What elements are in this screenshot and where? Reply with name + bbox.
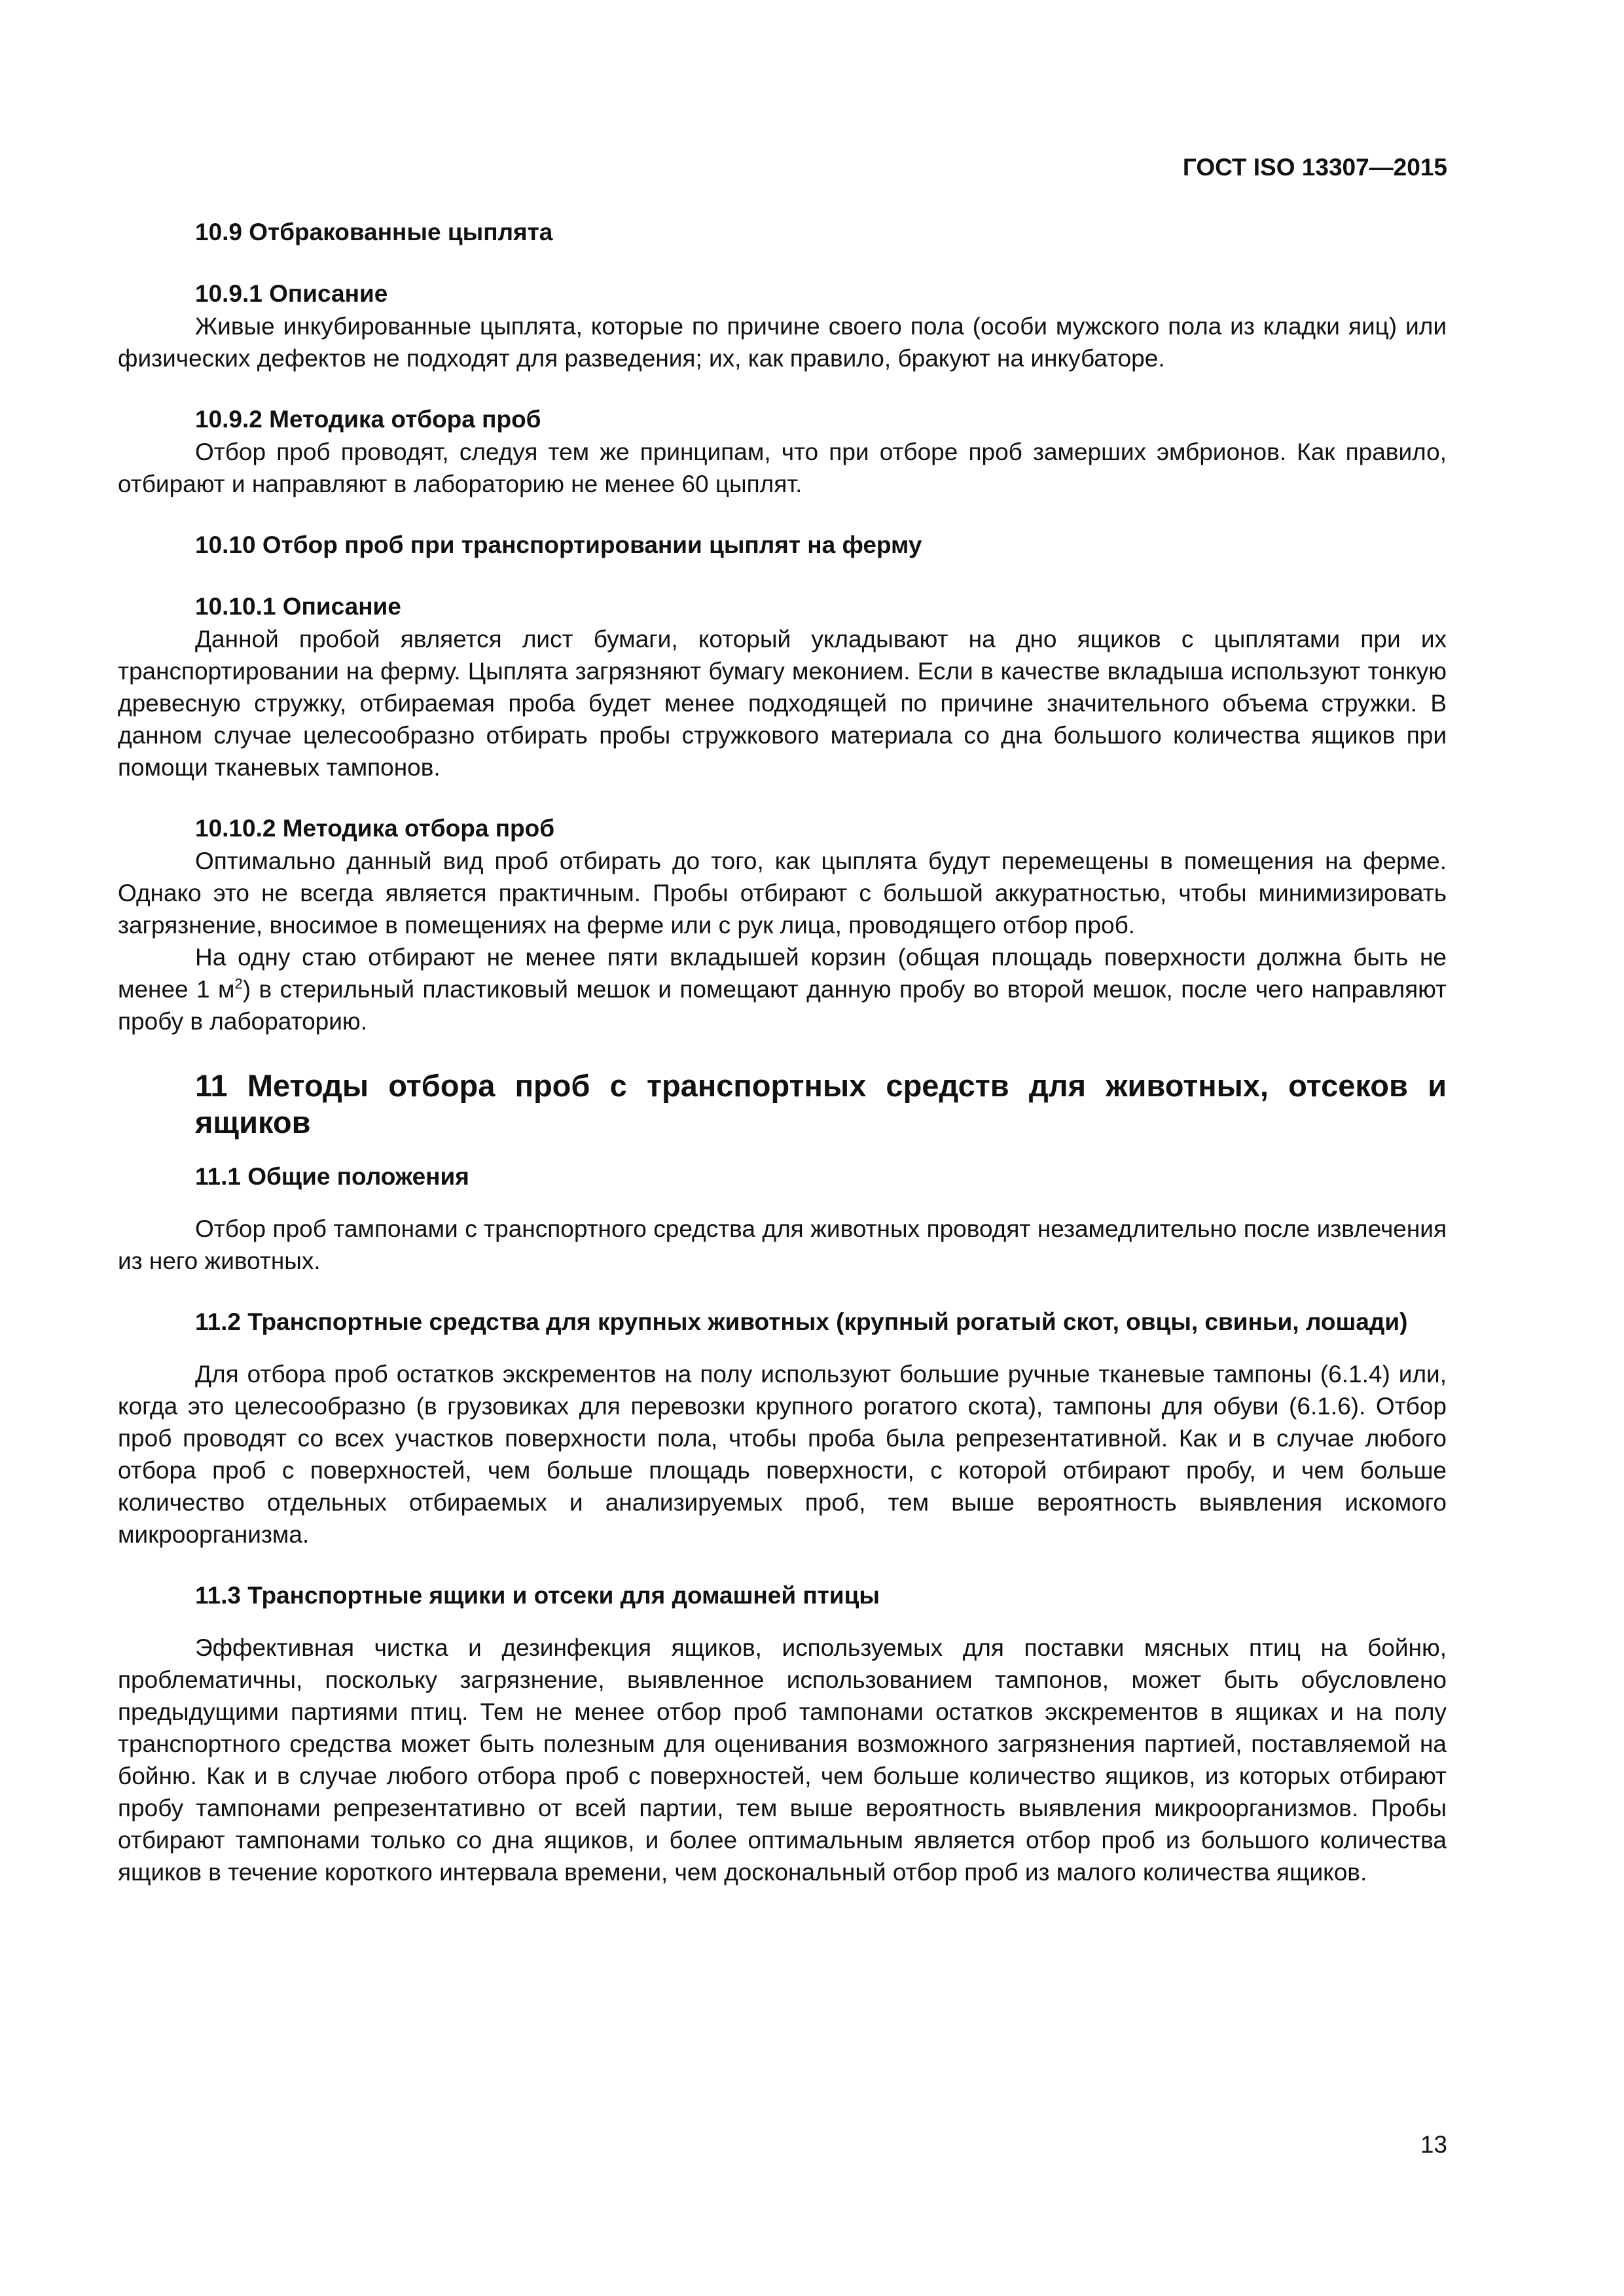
page-content — [118, 216, 1447, 1888]
heading-11: 11 Методы отбора проб с транспортных средств для животных, отсеков и ящиков — [195, 1068, 1447, 1139]
heading-11-3: 11.3 Транспортные ящики и отсеки для домашней птицы — [195, 1582, 880, 1609]
heading-10-10-2: 10.10.2 Методика отбора проб — [195, 815, 555, 842]
paragraph-11-2: Для отбора проб остатков экскрементов на полу используют большие ручные тканевые тампоны (6.1.4) или, когда это целесообразно (в грузовиках для перевозки крупного рогатого скота), тампоны для обуви (6.1.6). Отбор проб проводят со всех участков поверхности пола, чтобы проба была репрезентативной. Как и в случае любого отбора проб с поверхностей, чем больше площадь поверхности, с которой отбирают пробу, и чем больше количество отдельных отбираемых и анализируемых проб, тем выше вероятность выявления искомого микроорганизма. — [118, 1361, 1447, 1548]
paragraph-10-9-1: Живые инкубированные цыплята, которые по причине своего пола (особи мужского пола из кладки яиц) или физических дефектов не подходят для разведения; их, как правило, бракуют на инкубаторе. — [118, 313, 1447, 372]
document-id-header: ГОСТ ISO 13307—2015 — [1182, 154, 1447, 181]
paragraph-text: На одну стаю отбирают не менее пяти вкладышей корзин (общая площадь поверхности должна быть не менее 1 м — [118, 944, 1447, 1003]
paragraph-10-10-2-b — [118, 941, 1447, 1037]
heading-10-9-1: 10.9.1 Описание — [195, 280, 388, 307]
heading-10-9-2: 10.9.2 Методика отбора проб — [195, 406, 541, 433]
paragraph-11-1: Отбор проб тампонами с транспортного средства для животных проводят незамедлительно после извлечения из него животных. — [118, 1215, 1447, 1274]
heading-11-2: 11.2 Транспортные средства для крупных животных (крупный рогатый скот, овцы, свиньи, лошади) — [195, 1308, 1408, 1335]
heading-11-1: 11.1 Общие положения — [195, 1163, 469, 1190]
paragraph-text: ) в стерильный пластиковый мешок и помещают данную пробу во второй мешок, после чего направляют пробу в лабораторию. — [118, 976, 1447, 1035]
heading-10-10: 10.10 Отбор проб при транспортировании цыплят на ферму — [195, 531, 922, 558]
paragraph-10-10-2-a: Оптимально данный вид проб отбирать до того, как цыплята будут перемещены в помещения на ферме. Однако это не всегда является практичным. Пробы отбирают с большой аккуратностью, чтобы минимизировать загрязнение, вносимое в помещениях на ферме или с рук лица, проводящего отбор проб. — [118, 848, 1447, 939]
paragraph-10-10-1: Данной пробой является лист бумаги, который укладывают на дно ящиков с цыплятами при их транспортировании на ферму. Цыплята загрязняют бумагу меконием. Если в качестве вкладыша используют тонкую древесную стружку, отбираемая проба будет менее подходящей по причине значительного объема стружки. В данном случае целесообразно отбирать пробы стружкового материала со дна большого количества ящиков при помощи тканевых тампонов. — [118, 626, 1447, 781]
heading-10-9: 10.9 Отбракованные цыплята — [195, 219, 553, 245]
paragraph-11-3: Эффективная чистка и дезинфекция ящиков, используемых для поставки мясных птиц на бойню, проблематичны, поскольку загрязнение, выявленное использованием тампонов, может быть обусловлено предыдущими партиями птиц. Тем не менее отбор проб тампонами остатков экскрементов в ящиках и на полу транспортного средства может быть полезным для оценивания возможного загрязнения партией, поставляемой на бойню. Как и в случае любого отбора проб с поверхностей, чем больше количество ящиков, из которых отбирают пробу тампонами репрезентативно от всей партии, тем выше вероятность выявления микроорганизмов. Пробы отбирают тампонами только со дна ящиков, и более оптимальным является отбор проб из большого количества ящиков в течение короткого интервала времени, чем доскональный отбор проб из малого количества ящиков. — [118, 1634, 1447, 1886]
heading-10-10-1: 10.10.1 Описание — [195, 593, 401, 620]
superscript: 2 — [234, 975, 243, 992]
page-number: 13 — [1420, 2131, 1447, 2158]
paragraph-10-9-2: Отбор проб проводят, следуя тем же принципам, что при отборе проб замерших эмбрионов. Как правило, отбирают и направляют в лабораторию не менее 60 цыплят. — [118, 439, 1447, 497]
